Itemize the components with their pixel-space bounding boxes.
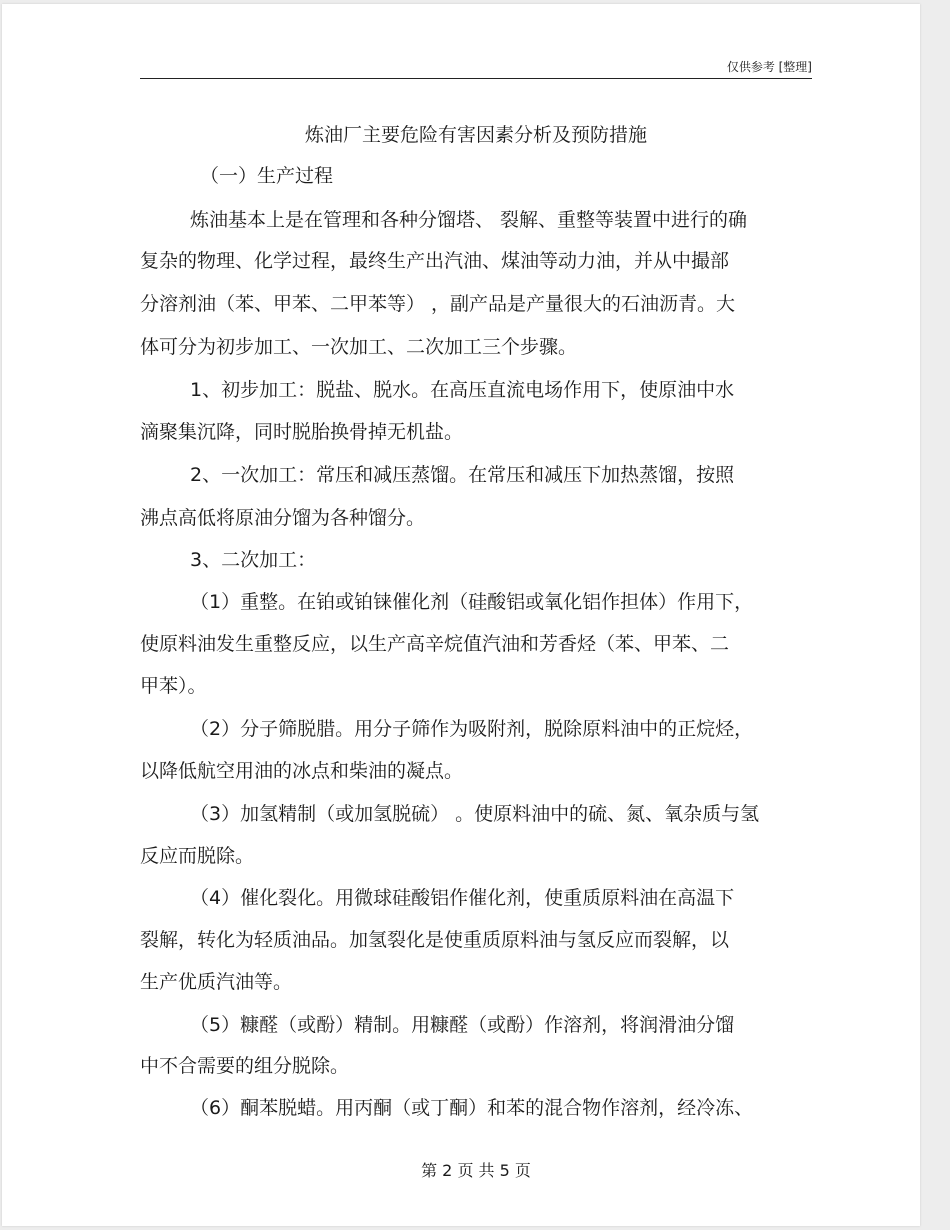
body-line: 滴聚集沉降，同时脱胎换骨掉无机盐。: [140, 421, 464, 443]
body-line: 反应而脱除。: [140, 845, 255, 867]
body-line: （2）分子筛脱腊。用分子筛作为吸附剂，脱除原料油中的正烷烃，: [190, 718, 754, 740]
body-line: 裂解，转化为轻质油品。加氢裂化是使重质原料油与氢反应而裂解，以: [140, 929, 730, 951]
body-line: 使原料油发生重整反应，以生产高辛烷值汽油和芳香烃（苯、甲苯、二: [140, 633, 730, 655]
body-line: 体可分为初步加工、一次加工、二次加工三个步骤。: [140, 336, 578, 358]
body-line: （5）糠醛（或酚）精制。用糠醛（或酚）作溶剂，将润滑油分馏: [190, 1014, 735, 1036]
body-line: 以降低航空用油的冰点和柴油的凝点。: [140, 760, 464, 782]
document-page: [2, 4, 920, 1226]
body-line: 分溶剂油（苯、甲苯、二甲苯等） ，副产品是产量很大的石油沥青。大: [140, 293, 736, 315]
body-line: 3、二次加工：: [190, 549, 317, 571]
body-line: 炼油基本上是在管理和各种分馏塔、 裂解、重整等装置中进行的确: [190, 209, 748, 231]
page-indicator: 第 2 页 共 5 页: [421, 1161, 531, 1180]
body-line: （1）重整。在铂或铂铼催化剂（硅酸铝或氧化铝作担体）作用下，: [190, 591, 754, 613]
document-title: 炼油厂主要危险有害因素分析及预防措施: [304, 124, 647, 146]
body-line: 中不合需要的组分脱除。: [140, 1055, 350, 1077]
body-line: （3）加氢精制（或加氢脱硫） 。使原料油中的硫、氮、氧杂质与氢: [190, 803, 760, 825]
section-heading: （一）生产过程: [200, 165, 334, 187]
header-note: 仅供参考 [整理]: [726, 60, 812, 74]
body-line: 1、初步加工：脱盐、脱水。在高压直流电场作用下，使原油中水: [190, 379, 735, 401]
body-line: 2、一次加工：常压和减压蒸馏。在常压和减压下加热蒸馏，按照: [190, 464, 735, 486]
body-line: 复杂的物理、化学过程，最终生产出汽油、煤油等动力油，并从中撮部: [140, 250, 730, 272]
body-line: （4）催化裂化。用微球硅酸铝作催化剂，使重质原料油在高温下: [190, 887, 735, 909]
body-line: 生产优质汽油等。: [140, 971, 293, 993]
header-divider: [140, 78, 812, 79]
body-line: （6）酮苯脱蜡。用丙酮（或丁酮）和苯的混合物作溶剂，经冷冻、: [190, 1097, 754, 1119]
body-line: 甲苯）。: [140, 675, 207, 697]
body-line: 沸点高低将原油分馏为各种馏分。: [140, 507, 426, 529]
